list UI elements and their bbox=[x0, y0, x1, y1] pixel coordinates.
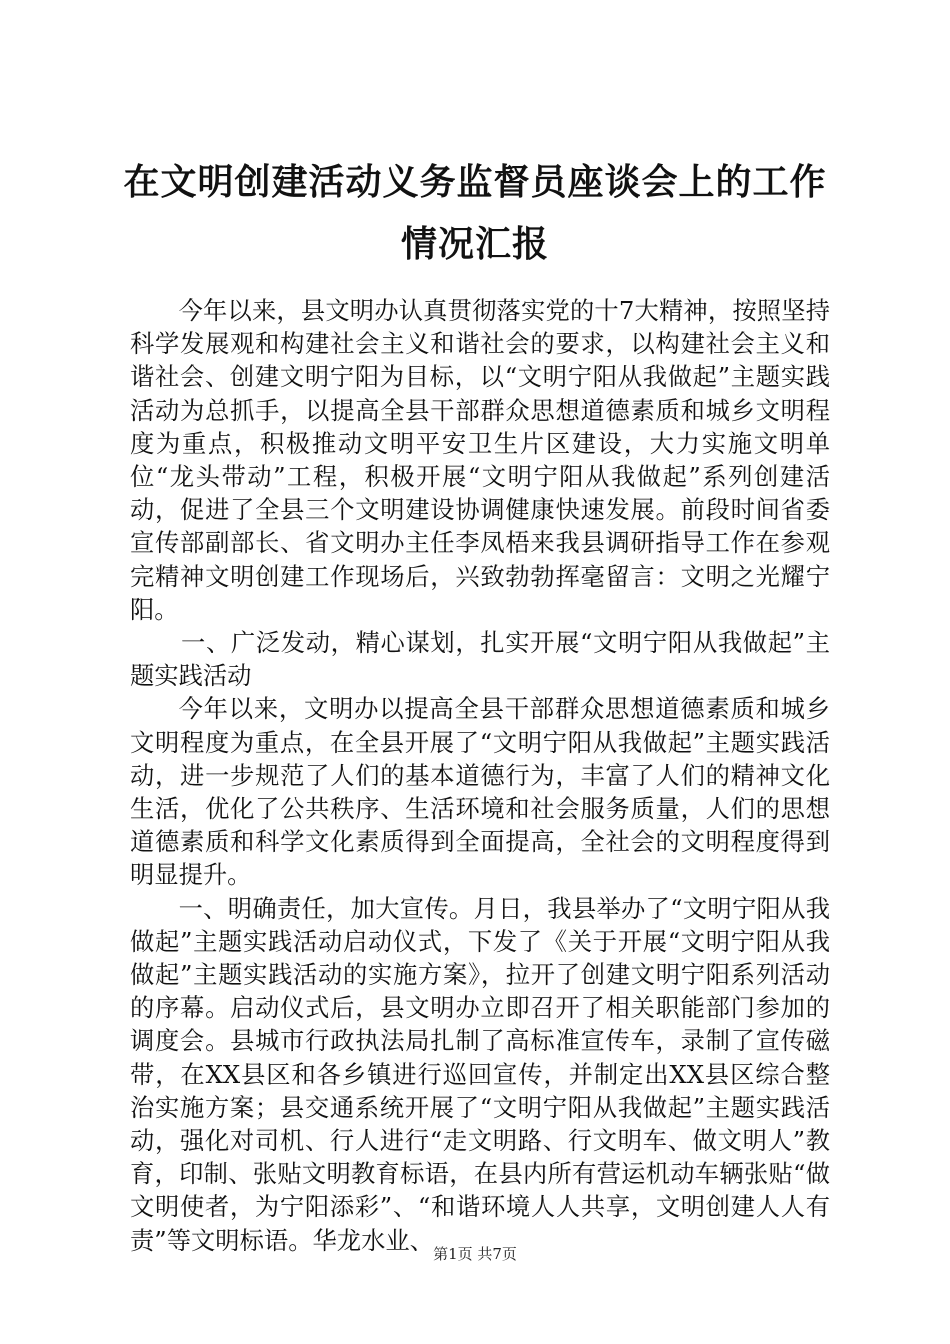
paragraph-intro: 今年以来，县文明办认真贯彻落实党的十7大精神，按照坚持科学发展观和构建社会主义和谐社会的要求，以构建社会主义和谐社会、创建文明宁阳为目标，以“文明宁阳从我做起”主题实践活动为总抓手，以提高全县干部群众思想道德素质和城乡文明程度为重点，积极推动文明平安卫生片区建设，大力实施文明单位“龙头带动”工程，积极开展“文明宁阳从我做起”系列创建活动，促进了全县三个文明建设协调健康快速发展。前段时间省委宣传部副部长、省文明办主任李凤梧来我县调研指导工作在参观完精神文明创建工作现场后，兴致勃勃挥毫留言：文明之光耀宁阳。 bbox=[130, 296, 830, 624]
page-number-footer: 第1页 共7页 bbox=[433, 1245, 517, 1263]
paragraph-section-summary: 今年以来，文明办以提高全县干部群众思想道德素质和城乡文明程度为重点，在全县开展了“文明宁阳从我做起”主题实践活动，进一步规范了人们的基本道德行为，丰富了人们的精神文化生活，优化了公共秩序、生活环境和社会服务质量，人们的思想道德素质和科学文化素质得到全面提高，全社会的文明程度得到明显提升。 bbox=[130, 694, 830, 890]
section-heading: 一、广泛发动，精心谋划，扎实开展“文明宁阳从我做起”主题实践活动 bbox=[130, 628, 830, 691]
paragraph-responsibility: 一、明确责任，加大宣传。月日，我县举办了“文明宁阳从我做起”主题实践活动启动仪式，下发了《关于开展“文明宁阳从我做起”主题实践活动的实施方案》，拉开了创建文明宁阳系列活动的序幕。启动仪式后，县文明办立即召开了相关职能部门参加的调度会。县城市行政执法局扎制了高标准宣传车，录制了宣传磁带，在XX县区和各乡镇进行巡回宣传，并制定出XX县区综合整治实施方案；县交通系统开展了“文明宁阳从我做起”主题实践活动，强化对司机、行人进行“走文明路、行文明车、做文明人”教育，印制、张贴文明教育标语，在县内所有营运机动车辆张贴“做文明使者，为宁阳添彩”、“和谐环境人人共享，文明创建人人有责”等文明标语。华龙水业、 bbox=[130, 893, 830, 1255]
document-title: 在文明创建活动义务监督员座谈会上的工作情况汇报 bbox=[123, 162, 827, 265]
document-body bbox=[130, 294, 830, 1257]
